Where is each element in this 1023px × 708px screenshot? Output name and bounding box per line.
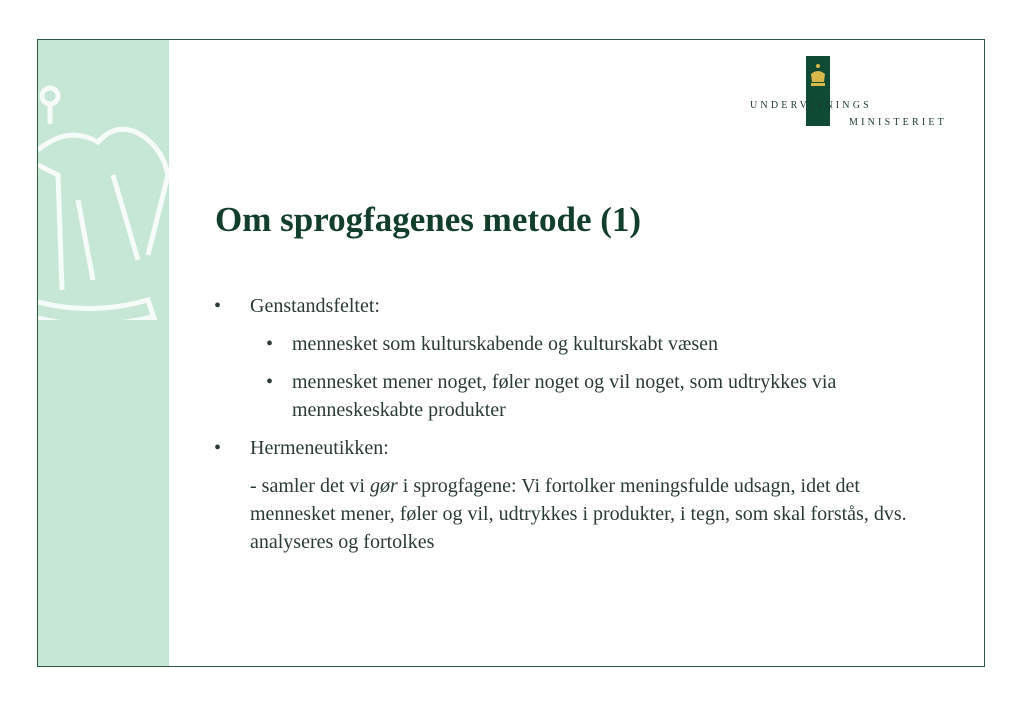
paragraph-text-end: i sprogfagene: Vi fortolker meningsfulde udsagn, idet det mennesket mener, føler og vil, udtrykkes i produkter, i tegn, som skal forstås, dvs. analyseres og fortolkes — [250, 475, 907, 553]
slide — [37, 39, 985, 667]
bullet-item — [210, 292, 950, 320]
paragraph-text-start: - samler det vi — [250, 475, 370, 497]
crown-icon — [806, 62, 830, 92]
slide-title: Om sprogfagenes metode (1) — [215, 200, 642, 239]
bullet-marker: • — [266, 333, 274, 355]
bullet-text: Genstandsfeltet: — [250, 295, 380, 317]
logo-emblem — [806, 56, 830, 126]
ministry-logo — [746, 56, 976, 131]
sub-bullet-item — [210, 330, 950, 358]
logo-text-line2: MINISTERIET — [849, 117, 947, 128]
crown-watermark-icon — [38, 80, 169, 320]
logo-text-line1: UNDERVISNINGS — [750, 100, 872, 111]
bullet-marker: • — [266, 371, 274, 393]
bullet-item — [210, 434, 950, 462]
bullet-marker: • — [214, 295, 222, 317]
bullet-marker: • — [214, 437, 222, 459]
paragraph-emphasis: gør — [369, 475, 398, 497]
body-paragraph — [210, 472, 950, 556]
bullet-text: mennesket som kulturskabende og kulturskabt væsen — [292, 333, 719, 355]
bullet-text: Hermeneutikken: — [250, 437, 389, 459]
bullet-text: mennesket mener noget, føler noget og vil noget, som udtrykkes via menneskeskabte produkter — [292, 371, 837, 421]
slide-content — [210, 292, 950, 556]
sub-bullet-item — [210, 368, 950, 424]
side-band — [38, 40, 169, 666]
